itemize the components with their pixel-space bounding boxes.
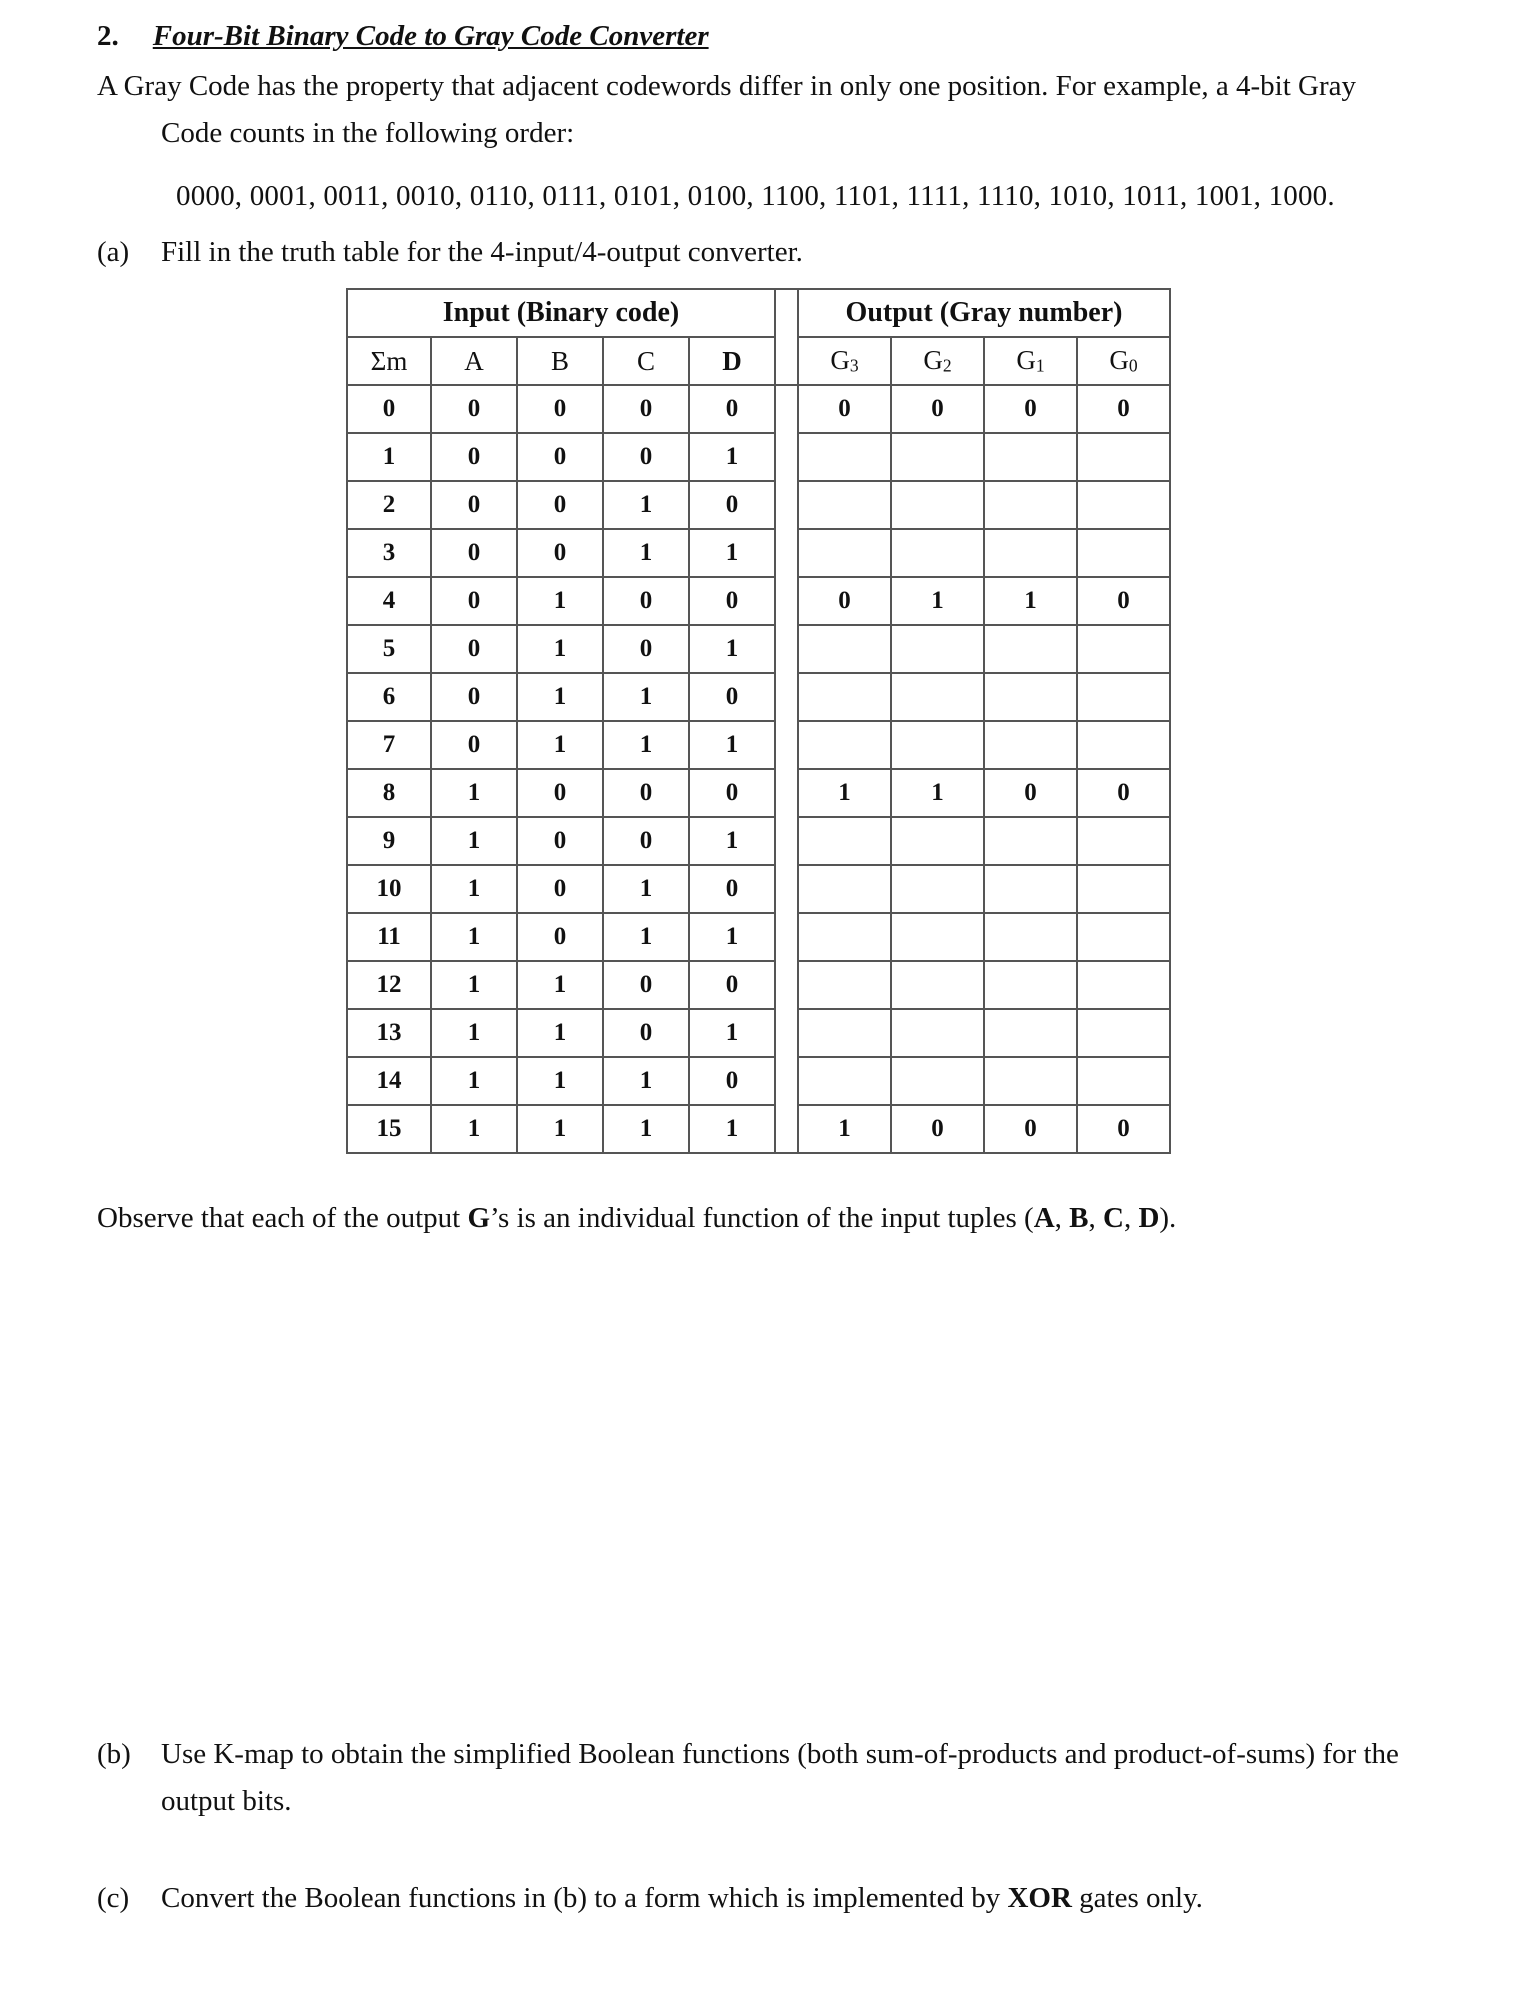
cell-d: 0 <box>689 577 775 625</box>
cell-g2[interactable]: 0 <box>891 385 984 433</box>
intro-line-2: Code counts in the following order: <box>161 117 575 149</box>
cell-b: 0 <box>517 769 603 817</box>
cell-g0[interactable] <box>1077 913 1170 961</box>
cell-c: 1 <box>603 1057 689 1105</box>
cell-d: 1 <box>689 817 775 865</box>
cell-m: 10 <box>347 865 431 913</box>
cell-a: 1 <box>431 817 517 865</box>
cell-g0[interactable] <box>1077 1009 1170 1057</box>
cell-m: 3 <box>347 529 431 577</box>
cell-g2[interactable] <box>891 1009 984 1057</box>
cell-g3[interactable]: 0 <box>798 385 891 433</box>
input-group-header: Input (Binary code) <box>347 289 775 337</box>
problem-header <box>97 20 709 53</box>
cell-g2[interactable] <box>891 673 984 721</box>
cell-a: 1 <box>431 913 517 961</box>
cell-a: 1 <box>431 961 517 1009</box>
table-group-header-row <box>347 289 1170 337</box>
cell-g1[interactable] <box>984 817 1077 865</box>
cell-g1[interactable]: 0 <box>984 769 1077 817</box>
cell-a: 0 <box>431 433 517 481</box>
cell-g1[interactable] <box>984 481 1077 529</box>
cell-c: 1 <box>603 529 689 577</box>
cell-b: 0 <box>517 481 603 529</box>
cell-b: 0 <box>517 913 603 961</box>
cell-c: 0 <box>603 433 689 481</box>
cell-c: 0 <box>603 817 689 865</box>
problem-number: 2. <box>97 20 119 52</box>
table-row <box>347 1105 1170 1153</box>
cell-g2[interactable] <box>891 817 984 865</box>
table-column-header-row <box>347 337 1170 385</box>
cell-g3[interactable]: 0 <box>798 577 891 625</box>
cell-g2[interactable] <box>891 433 984 481</box>
col-header-g2: $G_2$ <box>891 337 984 385</box>
cell-g2[interactable] <box>891 529 984 577</box>
cell-b: 1 <box>517 1009 603 1057</box>
cell-a: 0 <box>431 673 517 721</box>
cell-a: 1 <box>431 1105 517 1153</box>
cell-a: 1 <box>431 865 517 913</box>
part-a-text: Fill in the truth table for the 4-input/4-output converter. <box>161 236 803 268</box>
cell-b: 1 <box>517 1057 603 1105</box>
cell-g1[interactable] <box>984 625 1077 673</box>
part-b-text-line-2: output bits. <box>161 1785 292 1817</box>
cell-g1[interactable] <box>984 673 1077 721</box>
output-group-header: Output (Gray number) <box>798 289 1170 337</box>
cell-g1[interactable]: 1 <box>984 577 1077 625</box>
cell-c: 0 <box>603 1009 689 1057</box>
table-row <box>347 1057 1170 1105</box>
table-row <box>347 721 1170 769</box>
cell-d: 0 <box>689 673 775 721</box>
table-row <box>347 673 1170 721</box>
col-header-b: B <box>517 337 603 385</box>
cell-g1[interactable] <box>984 433 1077 481</box>
col-header-g1: $G_1$ <box>984 337 1077 385</box>
cell-b: 0 <box>517 529 603 577</box>
col-header-a: A <box>431 337 517 385</box>
cell-d: 0 <box>689 961 775 1009</box>
cell-g0[interactable] <box>1077 529 1170 577</box>
cell-g1[interactable]: 0 <box>984 1105 1077 1153</box>
cell-d: 0 <box>689 1057 775 1105</box>
cell-b: 0 <box>517 865 603 913</box>
cell-g3[interactable] <box>798 961 891 1009</box>
cell-b: 1 <box>517 673 603 721</box>
cell-m: 7 <box>347 721 431 769</box>
cell-m: 9 <box>347 817 431 865</box>
cell-d: 0 <box>689 865 775 913</box>
table-row <box>347 1009 1170 1057</box>
cell-g1[interactable] <box>984 721 1077 769</box>
cell-g3[interactable] <box>798 865 891 913</box>
table-row <box>347 433 1170 481</box>
cell-m: 0 <box>347 385 431 433</box>
cell-a: 1 <box>431 769 517 817</box>
cell-b: 1 <box>517 721 603 769</box>
cell-b: 0 <box>517 385 603 433</box>
cell-a: 0 <box>431 529 517 577</box>
part-b-label: (b) <box>97 1738 131 1770</box>
cell-a: 0 <box>431 481 517 529</box>
problem-title: Four-Bit Binary Code to Gray Code Converter <box>152 20 709 52</box>
cell-c: 1 <box>603 673 689 721</box>
col-header-minterm: Σm <box>347 337 431 385</box>
cell-g3[interactable]: 1 <box>798 1105 891 1153</box>
cell-g2[interactable] <box>891 625 984 673</box>
table-row <box>347 769 1170 817</box>
cell-c: 1 <box>603 865 689 913</box>
cell-b: 1 <box>517 961 603 1009</box>
cell-c: 1 <box>603 913 689 961</box>
column-gap <box>775 289 798 385</box>
cell-c: 1 <box>603 721 689 769</box>
cell-d: 1 <box>689 1105 775 1153</box>
cell-g3[interactable] <box>798 625 891 673</box>
table-row <box>347 529 1170 577</box>
cell-b: 1 <box>517 1105 603 1153</box>
cell-m: 11 <box>347 913 431 961</box>
cell-g1[interactable] <box>984 1057 1077 1105</box>
cell-c: 1 <box>603 1105 689 1153</box>
cell-a: 0 <box>431 385 517 433</box>
cell-g3[interactable] <box>798 433 891 481</box>
part-c-text: Convert the Boolean functions in (b) to a form which is implemented by XOR gates only. <box>161 1882 1203 1914</box>
cell-g3[interactable] <box>798 817 891 865</box>
cell-g0[interactable] <box>1077 481 1170 529</box>
cell-m: 14 <box>347 1057 431 1105</box>
cell-g1[interactable]: 0 <box>984 385 1077 433</box>
cell-b: 1 <box>517 577 603 625</box>
cell-d: 1 <box>689 433 775 481</box>
cell-m: 2 <box>347 481 431 529</box>
cell-d: 0 <box>689 385 775 433</box>
cell-c: 0 <box>603 961 689 1009</box>
cell-m: 12 <box>347 961 431 1009</box>
cell-g0[interactable] <box>1077 817 1170 865</box>
cell-g1[interactable] <box>984 961 1077 1009</box>
cell-g2[interactable]: 1 <box>891 769 984 817</box>
column-gap <box>775 385 798 1153</box>
table-row <box>347 913 1170 961</box>
cell-g3[interactable] <box>798 673 891 721</box>
col-header-g0: $G_0$ <box>1077 337 1170 385</box>
truth-table <box>346 288 1171 1154</box>
col-header-c: C <box>603 337 689 385</box>
cell-d: 1 <box>689 913 775 961</box>
cell-g0[interactable] <box>1077 961 1170 1009</box>
table-row <box>347 577 1170 625</box>
part-a-label: (a) <box>97 236 130 268</box>
cell-g2[interactable] <box>891 1057 984 1105</box>
table-row <box>347 625 1170 673</box>
cell-b: 0 <box>517 433 603 481</box>
cell-d: 0 <box>689 769 775 817</box>
intro-line-1: A Gray Code has the property that adjacent codewords differ in only one position. For example, a 4-bit Gray <box>97 70 1357 102</box>
table-row <box>347 817 1170 865</box>
cell-m: 13 <box>347 1009 431 1057</box>
cell-g3[interactable] <box>798 913 891 961</box>
cell-m: 5 <box>347 625 431 673</box>
cell-g3[interactable] <box>798 1057 891 1105</box>
cell-g0[interactable]: 0 <box>1077 769 1170 817</box>
cell-c: 0 <box>603 625 689 673</box>
table-row <box>347 481 1170 529</box>
cell-a: 0 <box>431 577 517 625</box>
part-c-label: (c) <box>97 1882 130 1914</box>
cell-g3[interactable]: 1 <box>798 769 891 817</box>
cell-g0[interactable] <box>1077 721 1170 769</box>
cell-g1[interactable] <box>984 1009 1077 1057</box>
cell-g1[interactable] <box>984 865 1077 913</box>
cell-a: 0 <box>431 721 517 769</box>
cell-g0[interactable] <box>1077 1057 1170 1105</box>
cell-m: 8 <box>347 769 431 817</box>
cell-d: 1 <box>689 529 775 577</box>
cell-d: 1 <box>689 1009 775 1057</box>
cell-c: 1 <box>603 481 689 529</box>
table-row <box>347 385 1170 433</box>
cell-d: 0 <box>689 481 775 529</box>
cell-g0[interactable] <box>1077 625 1170 673</box>
col-header-g3: $G_3$ <box>798 337 891 385</box>
table-row <box>347 865 1170 913</box>
cell-c: 0 <box>603 769 689 817</box>
cell-m: 1 <box>347 433 431 481</box>
cell-g1[interactable] <box>984 913 1077 961</box>
cell-g3[interactable] <box>798 481 891 529</box>
cell-g0[interactable] <box>1077 433 1170 481</box>
cell-g2[interactable] <box>891 913 984 961</box>
cell-b: 0 <box>517 817 603 865</box>
cell-g2[interactable]: 1 <box>891 577 984 625</box>
cell-g0[interactable]: 0 <box>1077 577 1170 625</box>
gray-code-sequence: 0000, 0001, 0011, 0010, 0110, 0111, 0101, 0100, 1100, 1101, 1111, 1110, 1010, 1011, 1001, 1000. <box>176 180 1335 212</box>
cell-d: 1 <box>689 721 775 769</box>
cell-g0[interactable]: 0 <box>1077 385 1170 433</box>
cell-g2[interactable] <box>891 721 984 769</box>
observation-text: Observe that each of the output G’s is an individual function of the input tuples (A, B, C, D). <box>97 1202 1177 1234</box>
cell-g0[interactable]: 0 <box>1077 1105 1170 1153</box>
cell-g0[interactable] <box>1077 865 1170 913</box>
cell-g3[interactable] <box>798 1009 891 1057</box>
cell-g0[interactable] <box>1077 673 1170 721</box>
part-b-text-line-1: Use K-map to obtain the simplified Boolean functions (both sum-of-products and product-of-sums) for the <box>161 1738 1399 1770</box>
cell-a: 1 <box>431 1057 517 1105</box>
cell-m: 15 <box>347 1105 431 1153</box>
col-header-d: D <box>689 337 775 385</box>
cell-d: 1 <box>689 625 775 673</box>
cell-g2[interactable] <box>891 961 984 1009</box>
cell-c: 0 <box>603 385 689 433</box>
cell-m: 6 <box>347 673 431 721</box>
cell-g2[interactable] <box>891 481 984 529</box>
cell-g2[interactable]: 0 <box>891 1105 984 1153</box>
cell-a: 1 <box>431 1009 517 1057</box>
cell-m: 4 <box>347 577 431 625</box>
cell-g2[interactable] <box>891 865 984 913</box>
cell-g3[interactable] <box>798 529 891 577</box>
cell-b: 1 <box>517 625 603 673</box>
cell-g1[interactable] <box>984 529 1077 577</box>
cell-g3[interactable] <box>798 721 891 769</box>
cell-c: 0 <box>603 577 689 625</box>
table-row <box>347 961 1170 1009</box>
cell-a: 0 <box>431 625 517 673</box>
